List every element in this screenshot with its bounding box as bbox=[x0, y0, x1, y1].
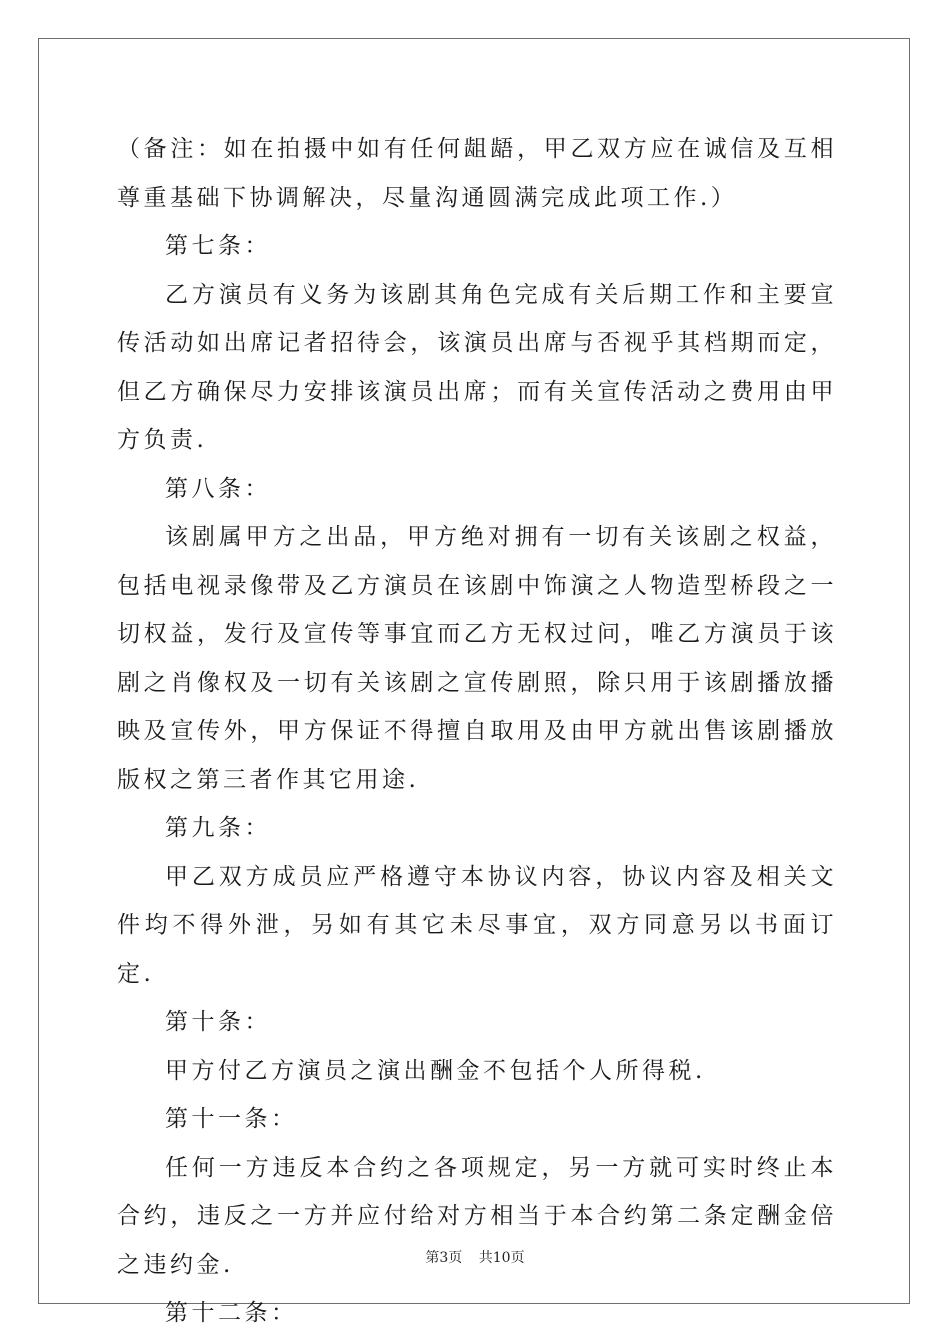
page-footer bbox=[0, 1247, 950, 1267]
article-8-paragraph: 该剧属甲方之出品，甲方绝对拥有一切有关该剧之权益，包括电视录像带及乙方演员在该剧中饰演之人物造型桥段之一切权益，发行及宣传等事宜而乙方无权过问，唯乙方演员于该剧之肖像权及一切有关该剧之宣传剧照，除只用于该剧播放播映及宣传外，甲方保证不得擅自取用及由甲方就出售该剧播放版权之第三者作其它用途. bbox=[117, 524, 837, 793]
article-11-paragraph: 任何一方违反本合约之各项规定，另一方就可实时终止本合约，违反之一方并应付给对方相当于本合约第二条定酬金倍之违约金. bbox=[117, 1154, 837, 1278]
page-total: 共10页 bbox=[478, 1250, 525, 1266]
article-11-heading: 第十一条： bbox=[165, 1106, 298, 1132]
article-7-paragraph: 乙方演员有义务为该剧其角色完成有关后期工作和主要宣传活动如出席记者招待会，该演员出席与否视乎其档期而定，但乙方确保尽力安排该演员出席；而有关宣传活动之费用由甲方负责. bbox=[117, 281, 837, 453]
article-12-heading: 第十二条： bbox=[165, 1300, 298, 1326]
article-8-heading: 第八条： bbox=[165, 475, 271, 502]
article-9-paragraph: 甲乙双方成员应严格遵守本协议内容，协议内容及相关文件均不得外泄，另如有其它未尽事宜，双方同意另以书面订定. bbox=[117, 863, 837, 987]
page-number: 第3页 bbox=[425, 1250, 463, 1266]
article-10-heading: 第十条： bbox=[165, 1009, 271, 1035]
article-7-heading: 第七条： bbox=[165, 233, 271, 259]
remark-paragraph: （备注：如在拍摄中如有任何龃龉，甲乙双方应在诚信及互相尊重基础下协调解决，尽量沟通圆满完成此项工作.） bbox=[117, 136, 837, 211]
article-10-paragraph: 甲方付乙方演员之演出酬金不包括个人所得税. bbox=[165, 1057, 706, 1084]
document-body bbox=[117, 125, 837, 1338]
article-9-heading: 第九条： bbox=[165, 815, 271, 841]
